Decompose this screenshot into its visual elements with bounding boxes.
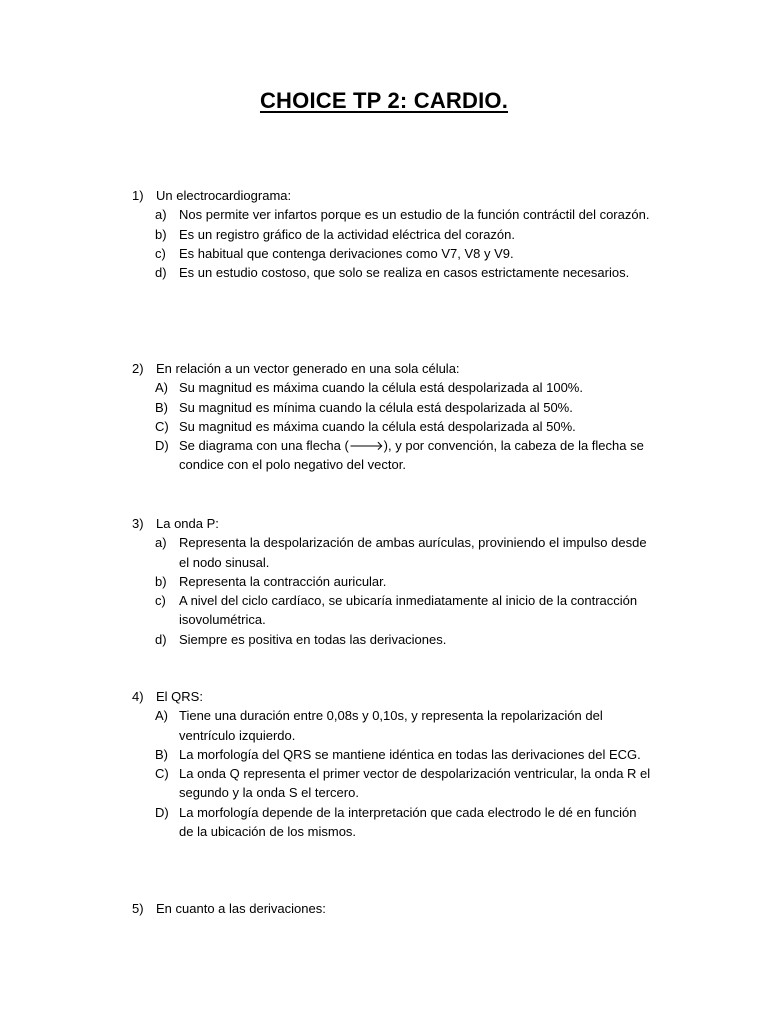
question-stem (132, 514, 652, 533)
option-c (132, 764, 652, 803)
option-text: Representa la despolarización de ambas aurículas, proviniendo el impulso desde el nodo sinusal. (179, 535, 647, 570)
option-text: Tiene una duración entre 0,08s y 0,10s, y representa la repolarización del ventrículo izquierdo. (179, 708, 603, 743)
question-stem (132, 186, 652, 205)
option-text: Siempre es positiva en todas las derivaciones. (179, 631, 447, 647)
option-letter: a) (155, 535, 167, 551)
question-1 (132, 186, 652, 282)
option-letter: A) (155, 708, 168, 724)
question-number: 4) (132, 689, 144, 704)
question-4 (132, 687, 652, 841)
question-number: 3) (132, 516, 144, 531)
option-letter: D) (155, 438, 169, 454)
option-text: La morfología del QRS se mantiene idéntica en todas las derivaciones del ECG. (179, 746, 641, 762)
question-stem (132, 899, 652, 918)
option-letter: b) (155, 226, 167, 242)
question-stem (132, 359, 652, 378)
option-c (132, 591, 652, 630)
option-b (132, 225, 652, 244)
question-number: 2) (132, 361, 144, 376)
option-letter: d) (155, 265, 167, 281)
option-text: Su magnitud es máxima cuando la célula está despolarizada al 100%. (179, 380, 583, 396)
option-text: La onda Q representa el primer vector de despolarización ventricular, la onda R el segundo y la onda S el tercero. (179, 766, 651, 801)
question-text: Un electrocardiograma: (156, 188, 292, 203)
option-letter: A) (155, 380, 168, 396)
option-text: A nivel del ciclo cardíaco, se ubicaría inmediatamente al inicio de la contracción isovolumétrica. (179, 593, 638, 628)
question-3 (132, 514, 652, 649)
option-letter: C) (155, 766, 169, 782)
option-text: Se diagrama con una flecha (🡒), y por convención, la cabeza de la flecha se condice con el polo negativo del vector. (179, 438, 644, 473)
option-text: La morfología depende de la interpretación que cada electrodo le dé en función de la ubicación de los mismos. (179, 804, 637, 840)
option-letter: B) (155, 399, 168, 415)
option-a (132, 533, 652, 572)
question-5 (132, 899, 652, 918)
question-text: El QRS: (156, 689, 203, 704)
title-text: CHOICE TP 2: CARDIO. (259, 88, 509, 113)
question-stem (132, 687, 652, 706)
option-d (132, 436, 652, 475)
option-letter: d) (155, 631, 167, 647)
option-a (132, 378, 652, 397)
option-text: Es habitual que contenga derivaciones como V7, V8 y V9. (179, 245, 514, 261)
option-letter: D) (155, 804, 169, 820)
option-letter: B) (155, 746, 168, 762)
question-text: La onda P: (156, 516, 219, 531)
option-b (132, 572, 652, 591)
question-number: 5) (132, 901, 144, 916)
option-letter: a) (155, 207, 167, 223)
option-letter: c) (155, 593, 166, 609)
option-letter: C) (155, 418, 169, 434)
question-text: En cuanto a las derivaciones: (156, 901, 326, 916)
option-b (132, 745, 652, 764)
option-text: Representa la contracción auricular. (179, 573, 387, 589)
option-d (132, 803, 652, 842)
option-c (132, 244, 652, 263)
page-title (0, 88, 768, 114)
question-2 (132, 359, 652, 475)
question-text: En relación a un vector generado en una sola célula: (156, 361, 460, 376)
option-letter: c) (155, 245, 166, 261)
option-b (132, 398, 652, 417)
option-text: Su magnitud es máxima cuando la célula está despolarizada al 50%. (179, 418, 576, 434)
option-d (132, 263, 652, 282)
option-text: Su magnitud es mínima cuando la célula está despolarizada al 50%. (179, 399, 573, 415)
option-text: Nos permite ver infartos porque es un estudio de la función contráctil del corazón. (179, 207, 650, 223)
option-d (132, 630, 652, 649)
option-text: Es un registro gráfico de la actividad eléctrica del corazón. (179, 226, 516, 242)
option-a (132, 706, 652, 745)
option-a (132, 205, 652, 224)
option-text: Es un estudio costoso, que solo se realiza en casos estrictamente necesarios. (179, 265, 630, 281)
question-number: 1) (132, 188, 144, 203)
option-c (132, 417, 652, 436)
option-letter: b) (155, 573, 167, 589)
